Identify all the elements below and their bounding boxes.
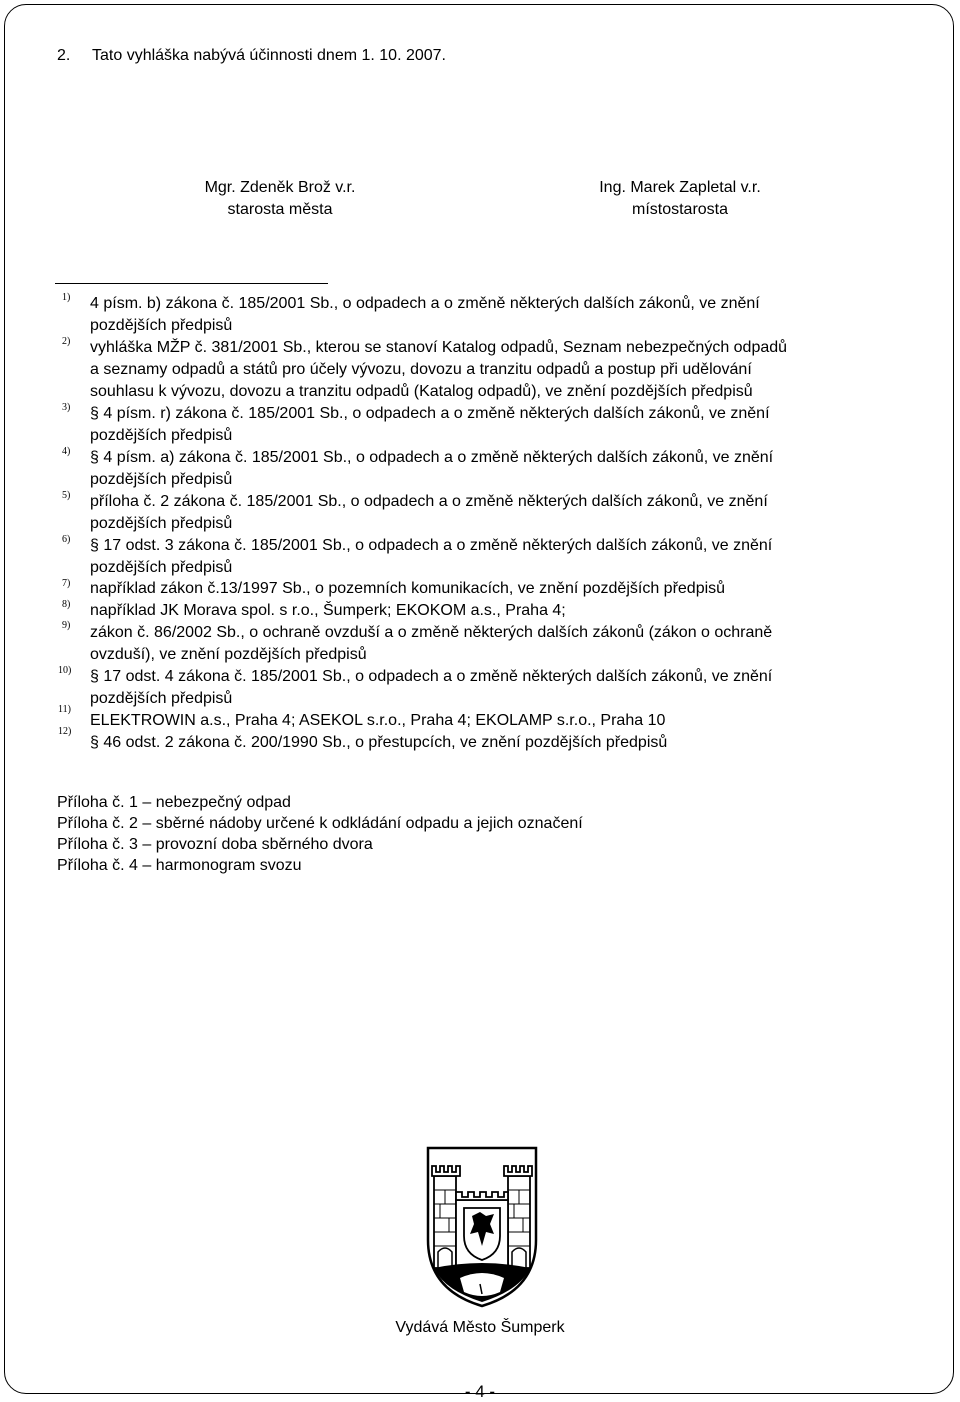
attachment-item: Příloha č. 2 – sběrné nádoby určené k odkládání odpadu a jejich označení [57, 815, 583, 832]
footnote-mark: 12) [58, 726, 72, 737]
footnote-line: a seznamy odpadů a států pro účely vývozu, dovozu a tranzitu odpadů a postup při udělování [90, 361, 752, 378]
signature-2-role: místostarosta [631, 201, 729, 218]
footnote-mark: 6) [62, 534, 71, 545]
footnote-line: § 4 písm. r) zákona č. 185/2001 Sb., o odpadech a o změně některých dalších zákonů, ve znění [90, 405, 770, 422]
footnote-line: § 4 písm. a) zákona č. 185/2001 Sb., o odpadech a o změně některých dalších zákonů, ve znění [90, 449, 774, 466]
footnote-line: zákon č. 86/2002 Sb., o ochraně ovzduší a o změně některých dalších zákonů (zákon o ochraně [90, 624, 773, 641]
footnote-mark: 7) [62, 578, 71, 589]
footnote-line: 4 písm. b) zákona č. 185/2001 Sb., o odpadech a o změně některých dalších zákonů, ve znění [90, 295, 760, 312]
publisher-label: Vydává Město Šumperk [395, 1319, 565, 1336]
footnote-line: ELEKTROWIN a.s., Praha 4; ASEKOL s.r.o., Praha 4; EKOLAMP s.r.o., Praha 10 [90, 712, 666, 729]
attachment-item: Příloha č. 3 – provozní doba sběrného dvora [57, 836, 373, 853]
footnote-mark: 1) [62, 292, 71, 303]
numbered-item [57, 46, 70, 66]
footnote-line: § 17 odst. 4 zákona č. 185/2001 Sb., o odpadech a o změně některých dalších zákonů, ve znění [90, 668, 773, 685]
footnote-line: například zákon č.13/1997 Sb., o pozemních komunikacích, ve znění pozdějších předpisů [90, 580, 726, 597]
sumperk-coat-of-arms-icon [420, 1140, 544, 1310]
signature-1-role: starosta města [227, 201, 333, 218]
signature-1-name: Mgr. Zdeněk Brož v.r. [204, 179, 356, 196]
footnote-line: například JK Morava spol. s r.o., Šumperk; EKOKOM a.s., Praha 4; [90, 602, 566, 619]
signature-2-name: Ing. Marek Zapletal v.r. [599, 179, 761, 196]
footnote-mark: 5) [62, 490, 71, 501]
footnote-mark: 4) [62, 446, 71, 457]
item-text: Tato vyhláška nabývá účinnosti dnem 1. 10. 2007. [92, 47, 446, 64]
item-number: 2. [57, 47, 71, 64]
footnote-mark: 10) [58, 665, 72, 676]
footnote-mark: 3) [62, 402, 71, 413]
footnote-mark: 11) [58, 704, 71, 715]
footnote-mark: 8) [62, 599, 71, 610]
footnote-line: pozdějších předpisů [90, 427, 233, 444]
footnote-line: pozdějších předpisů [90, 515, 233, 532]
footnote-line: vyhláška MŽP č. 381/2001 Sb., kterou se stanoví Katalog odpadů, Seznam nebezpečných odpadů [90, 339, 788, 356]
page-number: - 4 - [464, 1382, 496, 1401]
footnote-mark: 9) [62, 620, 71, 631]
footnote-separator [55, 283, 328, 284]
footnote-line: souhlasu k vývozu, dovozu a tranzitu odpadů (Katalog odpadů), ve znění pozdějších předpisů [90, 383, 753, 400]
footnote-line: § 17 odst. 3 zákona č. 185/2001 Sb., o odpadech a o změně některých dalších zákonů, ve znění [90, 537, 773, 554]
footnote-line: příloha č. 2 zákona č. 185/2001 Sb., o odpadech a o změně některých dalších zákonů, ve znění [90, 493, 768, 510]
footnote-line: pozdějších předpisů [90, 559, 233, 576]
footnote-line: pozdějších předpisů [90, 317, 233, 334]
footnote-mark: 2) [62, 336, 71, 347]
footnote-line: pozdějších předpisů [90, 690, 233, 707]
footnote-line: pozdějších předpisů [90, 471, 233, 488]
footnote-line: ovzduší), ve znění pozdějších předpisů [90, 646, 367, 663]
footnote-line: § 46 odst. 2 zákona č. 200/1990 Sb., o přestupcích, ve znění pozdějších předpisů [90, 734, 668, 751]
attachment-item: Příloha č. 4 – harmonogram svozu [57, 857, 302, 874]
attachment-item: Příloha č. 1 – nebezpečný odpad [57, 794, 291, 811]
